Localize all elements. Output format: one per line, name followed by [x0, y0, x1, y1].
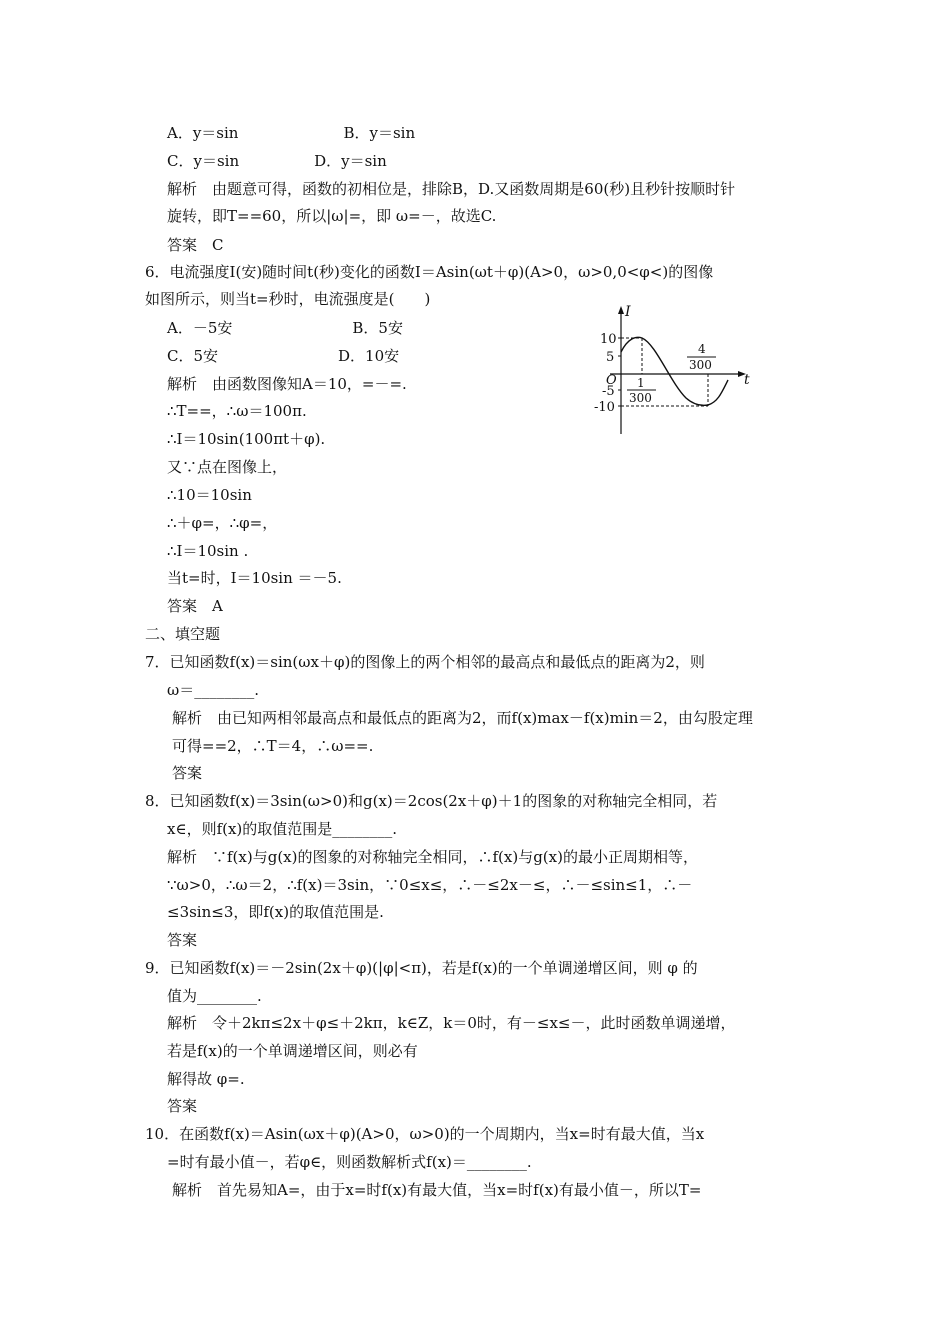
- text-line-l32: 值为________.: [167, 987, 262, 1005]
- text-line-l4: 旋转，即T==60，所以|ω|=，即 ω=－，故选C.: [167, 207, 497, 225]
- text-line-l18: 答案 A: [167, 597, 223, 615]
- text-line-l38: =时有最小值－，若φ∈，则函数解析式f(x)＝________.: [167, 1153, 532, 1171]
- tick-label-m10: -10: [594, 400, 615, 415]
- text-line-l26: x∈，则f(x)的取值范围是________.: [167, 820, 398, 838]
- text-line-l39: 解析 首先易知A=，由于x=时f(x)有最大值，当x=时f(x)有最小值－，所以T=: [172, 1181, 702, 1199]
- tick-label-5: 5: [606, 350, 615, 365]
- text-line-l31: 9．已知函数f(x)＝－2sin(2x＋φ)(|φ|<π)，若是f(x)的一个单调递增区间，则 φ 的: [145, 959, 698, 977]
- text-line-l28: ∵ω>0，∴ω＝2，∴f(x)＝3sin，∵0≤x≤，∴－≤2x－≤，∴－≤sin≤1，∴－: [167, 876, 693, 894]
- origin-label: O: [606, 373, 617, 388]
- y-axis-arrow: [618, 306, 624, 314]
- text-line-l10: 解析 由函数图像知A＝10，=－=.: [167, 375, 407, 393]
- current-sine-graph: [590, 302, 760, 437]
- text-line-l5: 答案 C: [167, 236, 224, 254]
- text-line-l35: 解得故 φ=.: [167, 1070, 245, 1088]
- text-line-l37: 10．在函数f(x)＝Asin(ωx＋φ)(A>0，ω>0)的一个周期内，当x=时有最大值，当x: [145, 1125, 705, 1143]
- text-line-l12: ∴I＝10sin(100πt＋φ).: [167, 430, 326, 448]
- text-line-l3: 解析 由题意可得，函数的初相位是，排除B，D.又函数周期是60(秒)且秒针按顺时针: [167, 180, 736, 198]
- text-line-l33: 解析 令＋2kπ≤2x＋φ≤＋2kπ，k∈Z，k＝0时，有－≤x≤－，此时函数单调递增，: [167, 1014, 736, 1032]
- text-line-l34: 若是f(x)的一个单调递增区间，则必有: [167, 1042, 418, 1060]
- tick-label-10: 10: [600, 332, 617, 347]
- text-line-l1: A．y＝sin B．y＝sin: [167, 124, 416, 142]
- text-line-l14: ∴10＝10sin: [167, 486, 252, 504]
- text-line-l36: 答案: [167, 1097, 198, 1115]
- text-line-l16: ∴I＝10sin .: [167, 542, 249, 560]
- text-line-l27: 解析 ∵f(x)与g(x)的图象的对称轴完全相同，∴f(x)与g(x)的最小正周期相等，: [167, 848, 698, 866]
- text-line-l30: 答案: [167, 931, 198, 949]
- frac1-numerator: 1: [637, 376, 645, 390]
- axis-label-I: I: [625, 304, 631, 320]
- text-line-l25: 8．已知函数f(x)＝3sin(ω>0)和g(x)＝2cos(2x＋φ)＋1的图象的对称轴完全相同，若: [145, 792, 718, 810]
- frac2-numerator: 4: [698, 342, 706, 356]
- text-line-l17: 当t=时，I＝10sin ＝－5.: [167, 569, 342, 587]
- text-line-l21: ω＝________.: [167, 681, 259, 699]
- text-line-l6: 6．电流强度I(安)随时间t(秒)变化的函数I＝Asin(ωt＋φ)(A>0，ω>0,0<φ<)的图像: [145, 263, 714, 281]
- frac2-denominator: 300: [689, 358, 712, 372]
- text-line-l9: C．5安 D．10安: [167, 347, 400, 365]
- text-line-l8: A．－5安 B．5安: [167, 319, 403, 337]
- frac1-denominator: 300: [629, 391, 652, 405]
- text-line-l2: C．y＝sin D．y＝sin: [167, 152, 387, 170]
- tick-label-m5: -5: [602, 384, 615, 399]
- text-line-l7: 如图所示，则当t=秒时，电流强度是( ): [145, 290, 431, 308]
- text-line-l23: 可得==2，∴T＝4，∴ω==.: [172, 737, 374, 755]
- text-line-l20: 7．已知函数f(x)＝sin(ωx＋φ)的图像上的两个相邻的最高点和最低点的距离为2，则: [145, 653, 705, 671]
- axis-label-t: t: [744, 372, 750, 388]
- text-line-l24: 答案: [172, 764, 203, 782]
- text-line-l22: 解析 由已知两相邻最高点和最低点的距离为2，而f(x)max－f(x)min＝2，由勾股定理: [172, 709, 753, 727]
- text-line-l13: 又∵点在图像上，: [167, 458, 288, 476]
- text-line-l29: ≤3sin≤3，即f(x)的取值范围是.: [167, 903, 384, 921]
- text-line-l19: 二、填空题: [145, 625, 221, 643]
- text-line-l11: ∴T==，∴ω＝100π.: [167, 402, 307, 420]
- text-line-l15: ∴＋φ=，∴φ=，: [167, 514, 278, 532]
